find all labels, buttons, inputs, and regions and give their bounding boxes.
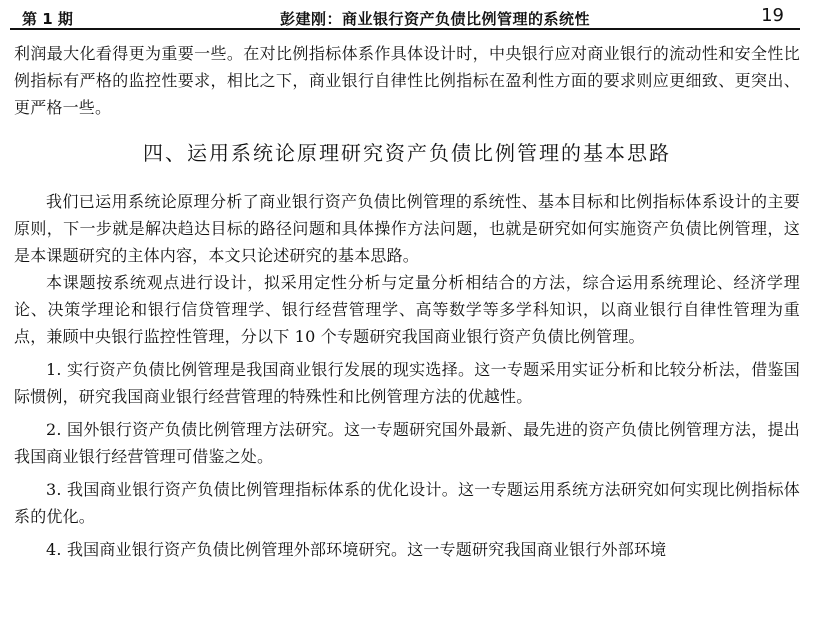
article-body bbox=[14, 40, 800, 563]
list-item-2: 2. 国外银行资产负债比例管理方法研究。这一专题研究国外最新、最先进的资产负债比例管理方法，提出我国商业银行经营管理可借鉴之处。 bbox=[14, 420, 800, 466]
list-item-1: 1. 实行资产负债比例管理是我国商业银行发展的现实选择。这一专题采用实证分析和比较分析法，借鉴国际惯例，研究我国商业银行经营管理的特殊性和比例管理方法的优越性。 bbox=[14, 360, 800, 406]
section-heading: 四、运用系统论原理研究资产负债比例管理的基本思路 bbox=[143, 141, 671, 165]
running-header bbox=[10, 4, 800, 30]
paragraph-methodology: 本课题按系统观点进行设计，拟采用定性分析与定量分析相结合的方法，综合运用系统理论、经济学理论、决策学理论和银行信贷管理学、银行经营管理学、高等数学等多学科知识，以商业银行自律性管理为重点，兼顾中央银行监控性管理，分以下 10 个专题研究我国商业银行资产负债比例管理。 bbox=[14, 273, 800, 346]
paragraph-research-approach: 我们已运用系统论原理分析了商业银行资产负债比例管理的系统性、基本目标和比例指标体系设计的主要原则，下一步就是解决趋达目标的路径问题和具体操作方法问题，也就是研究如何实施资产负债比例管理，这是本课题研究的主体内容，本文只论述研究的基本思路。 bbox=[14, 192, 800, 265]
intro-paragraph: 利润最大化看得更为重要一些。在对比例指标体系作具体设计时，中央银行应对商业银行的流动性和安全性比例指标有严格的监控性要求，相比之下，商业银行自律性比例指标在盈利性方面的要求则应更细致、更突出、更严格一些。 bbox=[14, 44, 800, 117]
list-item-4: 4. 我国商业银行资产负债比例管理外部环境研究。这一专题研究我国商业银行外部环境 bbox=[46, 540, 667, 559]
running-title: 彭建刚：商业银行资产负债比例管理的系统性 bbox=[280, 10, 591, 28]
list-item-3: 3. 我国商业银行资产负债比例管理指标体系的优化设计。这一专题运用系统方法研究如何实现比例指标体系的优化。 bbox=[14, 480, 800, 526]
page-number: 19 bbox=[761, 5, 784, 26]
issue-number: 第 1 期 bbox=[22, 10, 73, 28]
